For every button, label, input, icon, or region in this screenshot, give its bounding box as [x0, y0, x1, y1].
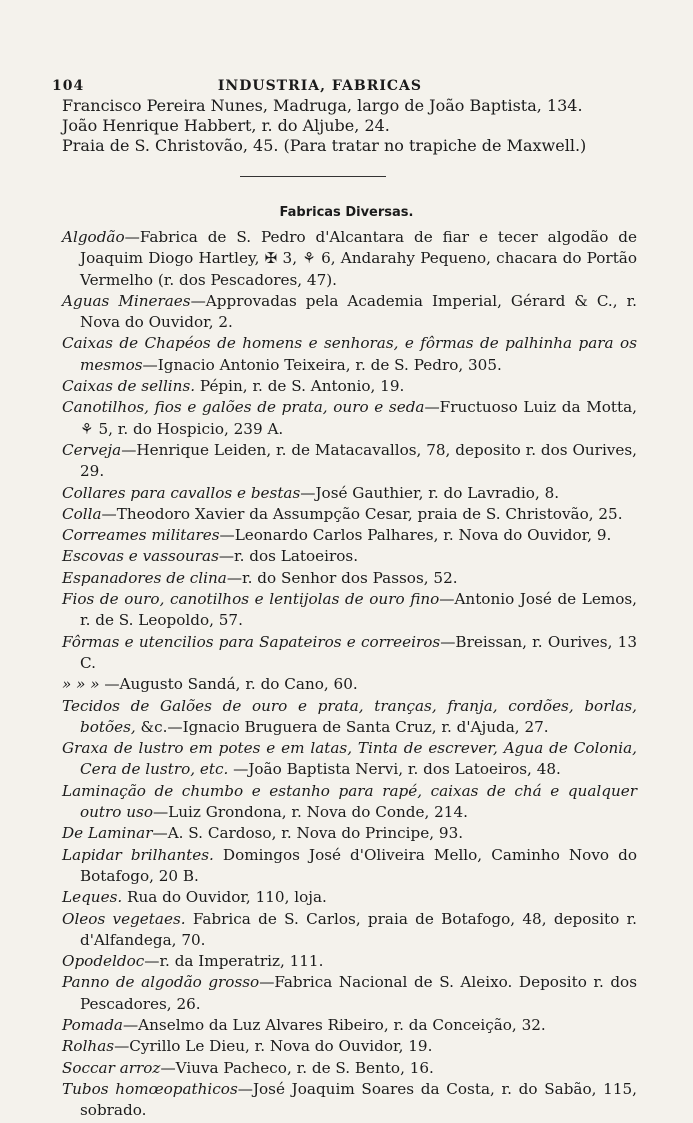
entry-term: Soccar arroz: [62, 1058, 161, 1077]
entry-details: —Henrique Leiden, r. de Matacavallos, 78, deposito r. dos Ourives, 29.: [80, 440, 637, 481]
directory-entry: [62, 376, 637, 397]
entry-details: —Augusto Sandá, r. do Cano, 60.: [99, 675, 358, 694]
entry-details: Rua do Ouvidor, 110, loja.: [122, 888, 327, 907]
entry-details: —Ignacio Antonio Teixeira, r. de S. Pedro, 305.: [142, 355, 502, 374]
directory-entry: [62, 951, 637, 972]
entry-term: Escovas e vassouras: [62, 547, 219, 566]
entry-term: Colla: [62, 504, 102, 523]
directory-entry: [62, 333, 637, 376]
directory-entry: [62, 227, 637, 291]
entry-list: [62, 227, 637, 1121]
section-divider: [240, 176, 386, 177]
entry-term: Leques.: [62, 888, 123, 907]
directory-entry: [62, 823, 637, 844]
entry-term: Laminação de chumbo e estanho para rapé, caixas de chá e qualquer outro uso: [62, 781, 637, 822]
continued-line: Praia de S. Christovão, 45. (Para tratar no trapiche de Maxwell.): [62, 136, 587, 155]
entry-term: » » »: [62, 675, 100, 694]
entry-details: —José Gauthier, r. do Lavradio, 8.: [300, 483, 560, 502]
directory-entry: [62, 291, 637, 334]
directory-entry: [62, 589, 637, 632]
entry-details: —João Baptista Nervi, r. dos Latoeiros, 48.: [228, 760, 561, 779]
directory-entry: [62, 632, 637, 675]
entry-details: —Fabrica Nacional de S. Aleixo. Deposito r. dos Pescadores, 26.: [80, 973, 637, 1013]
directory-entry: [62, 887, 637, 908]
entry-term: Algodão: [62, 228, 125, 246]
entry-details: —Fabrica de S. Pedro d'Alcantara de fiar e tecer algodão de Joaquim Diogo Hartley, ✠ 3, ⚘ 6, Andarahy Pequeno, chacara do Portão Vermelho (r. dos Pescadores, 47).: [80, 228, 637, 289]
entry-term: Cerveja: [62, 440, 122, 459]
directory-entry: [62, 781, 637, 824]
directory-entry: [62, 696, 637, 739]
entry-details: —Breissan, r. Ourives, 13 C.: [80, 632, 637, 672]
directory-entry: [62, 909, 637, 952]
directory-entry: [62, 1079, 637, 1122]
page-title: INDUSTRIA, FABRICAS: [217, 78, 423, 94]
directory-entry: [62, 483, 637, 504]
entry-details: Fabrica de S. Carlos, praia de Botafogo, 48, deposito r. d'Alfandega, 70.: [80, 909, 637, 949]
directory-entry: [62, 1058, 637, 1079]
entry-term: Caixas de Chapéos de homens e senhoras, e fôrmas de palhinha para os mesmos: [62, 334, 637, 374]
entry-details: —A. S. Cardoso, r. Nova do Principe, 93.: [152, 824, 464, 843]
entry-term: Oleos vegetaes.: [62, 909, 186, 928]
directory-entry: [62, 1036, 637, 1057]
entry-term: Opodeldoc: [62, 952, 145, 971]
directory-entry: [62, 546, 637, 567]
directory-entry: [62, 972, 637, 1015]
entry-details: —Viuva Pacheco, r. de S. Bento, 16.: [160, 1058, 434, 1077]
entry-details: —Approvadas pela Academia Imperial, Gérard & C., r. Nova do Ouvidor, 2.: [80, 291, 638, 332]
entry-term: Panno de algodão grosso: [62, 973, 260, 992]
entry-term: Espanadores de clina: [62, 568, 227, 587]
continued-line: Francisco Pereira Nunes, Madruga, largo de João Baptista, 134.: [62, 96, 583, 115]
directory-entry: [62, 1015, 637, 1036]
entry-term: Canotilhos, fios e galões de prata, ouro e seda: [62, 398, 425, 417]
entry-details: —Luiz Grondona, r. Nova do Conde, 214.: [152, 803, 468, 822]
running-header: [52, 78, 652, 94]
entry-term: Correames militares: [62, 526, 220, 545]
entry-details: Domingos José d'Oliveira Mello, Caminho Novo do Botafogo, 20 B.: [80, 845, 637, 885]
entry-term: Caixas de sellins.: [62, 377, 196, 396]
entry-term: De Laminar: [62, 824, 153, 843]
directory-entry: [62, 845, 637, 888]
entry-term: Tubos homœopathicos: [62, 1079, 238, 1098]
entry-details: —r. dos Latoeiros.: [218, 547, 359, 566]
directory-entry: [62, 738, 637, 781]
entry-term: Fôrmas e utencilios para Sapateiros e correeiros: [62, 632, 441, 651]
entry-details: &c.—Ignacio Bruguera de Santa Cruz, r. d'Ajuda, 27.: [135, 717, 549, 736]
directory-entry: [62, 440, 637, 483]
directory-entry: [62, 525, 637, 546]
section-title: Fabricas Diversas.: [279, 205, 414, 220]
entry-details: —Antonio José de Lemos, r. de S. Leopoldo, 57.: [80, 590, 637, 630]
directory-entry: [62, 568, 637, 589]
entry-details: —r. da Imperatriz, 111.: [144, 952, 324, 971]
directory-entry: [62, 397, 637, 440]
directory-entry: [62, 674, 637, 695]
continued-line: João Henrique Habbert, r. do Aljube, 24.: [62, 116, 390, 135]
page-number: 104: [52, 78, 85, 94]
continued-entries: [62, 96, 662, 156]
entry-term: Collares para cavallos e bestas: [62, 483, 301, 502]
entry-details: —Theodoro Xavier da Assumpção Cesar, praia de S. Christovão, 25.: [101, 504, 623, 523]
entry-term: Lapidar brilhantes.: [62, 845, 214, 864]
entry-term: Graxa de lustro em potes e em latas, Tinta de escrever, Agua de Colonia, Cera de lustro, etc.: [62, 739, 637, 779]
entry-details: —Cyrillo Le Dieu, r. Nova do Ouvidor, 19.: [114, 1037, 433, 1056]
entry-details: —Anselmo da Luz Alvares Ribeiro, r. da Conceição, 32.: [122, 1015, 546, 1034]
entry-details: —Fructuoso Luiz da Motta, ⚘ 5, r. do Hospicio, 239 A.: [80, 398, 637, 438]
entry-details: —r. do Senhor dos Passos, 52.: [226, 568, 458, 587]
entry-term: Aguas Mineraes: [62, 291, 191, 310]
entry-details: Pépin, r. de S. Antonio, 19.: [195, 377, 405, 396]
entry-term: Fios de ouro, canotilhos e lentijolas de ouro fino: [62, 590, 440, 609]
entry-details: —José Joaquim Soares da Costa, r. do Sabão, 115, sobrado.: [80, 1079, 637, 1120]
entry-term: Pomada: [62, 1015, 123, 1034]
entry-details: —Leonardo Carlos Palhares, r. Nova do Ouvidor, 9.: [219, 526, 612, 545]
entry-term: Tecidos de Galões de ouro e prata, tranças, franja, cordões, borlas, botões,: [62, 696, 637, 736]
directory-entry: [62, 504, 637, 525]
entry-term: Rolhas: [62, 1037, 115, 1056]
